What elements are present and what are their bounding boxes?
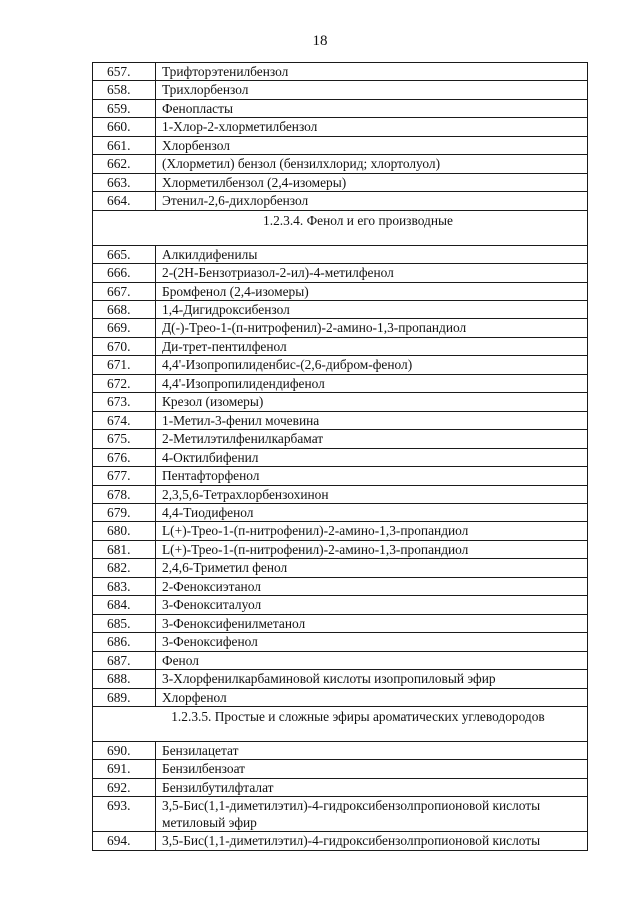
table-row — [93, 173, 588, 191]
substance-name: Хлорфенол — [156, 688, 588, 706]
row-number: 671. — [93, 356, 156, 374]
substance-name: 4,4-Тиодифенол — [156, 503, 588, 521]
row-number: 657. — [93, 63, 156, 81]
table-row — [93, 797, 588, 832]
section-title: 1.2.3.5. Простые и сложные эфиры ароматических углеводородов — [93, 706, 588, 741]
substance-name: 3-Феноксифенол — [156, 633, 588, 651]
table-row — [93, 688, 588, 706]
row-number: 675. — [93, 430, 156, 448]
table-row — [93, 559, 588, 577]
table-row — [93, 136, 588, 154]
table-row — [93, 374, 588, 392]
table-row — [93, 651, 588, 669]
table-row — [93, 540, 588, 558]
row-number: 691. — [93, 760, 156, 778]
row-number: 677. — [93, 467, 156, 485]
table-row — [93, 192, 588, 210]
substance-name: 1,4-Дигидроксибензол — [156, 300, 588, 318]
substance-name: 4,4'-Изопропилиденбис-(2,6-дибром-фенол) — [156, 356, 588, 374]
substance-name: Бромфенол (2,4-изомеры) — [156, 282, 588, 300]
substance-name: Бензилбутилфталат — [156, 778, 588, 796]
table-row — [93, 485, 588, 503]
table-row — [93, 337, 588, 355]
page-number: 18 — [312, 33, 328, 49]
substance-name: 3,5-Бис(1,1-диметилэтил)-4-гидроксибензолпропионовой кислоты — [156, 832, 588, 850]
substance-name: Фенол — [156, 651, 588, 669]
row-number: 663. — [93, 173, 156, 191]
table-row — [93, 832, 588, 850]
substance-name: Бензилбензоат — [156, 760, 588, 778]
table-row — [93, 448, 588, 466]
table-body — [93, 63, 588, 851]
table-row — [93, 633, 588, 651]
row-number: 658. — [93, 81, 156, 99]
substance-name: 4,4'-Изопропилидендифенол — [156, 374, 588, 392]
table-row — [93, 264, 588, 282]
substance-name: 2-Феноксиэтанол — [156, 577, 588, 595]
substance-name: 4-Октилбифенил — [156, 448, 588, 466]
table-row — [93, 522, 588, 540]
substance-name: 2,4,6-Триметил фенол — [156, 559, 588, 577]
substance-name: 1-Хлор-2-хлорметилбензол — [156, 118, 588, 136]
table-row — [93, 670, 588, 688]
table-row — [93, 63, 588, 81]
table-row — [93, 430, 588, 448]
table-row — [93, 300, 588, 318]
row-number: 683. — [93, 577, 156, 595]
substance-name: 3-Фенокситалуол — [156, 596, 588, 614]
substance-name: Этенил-2,6-дихлорбензол — [156, 192, 588, 210]
row-number: 676. — [93, 448, 156, 466]
row-number: 664. — [93, 192, 156, 210]
row-number: 693. — [93, 797, 156, 832]
row-number: 669. — [93, 319, 156, 337]
row-number: 670. — [93, 337, 156, 355]
substance-name: Фенопласты — [156, 99, 588, 117]
table-row — [93, 118, 588, 136]
table-row — [93, 778, 588, 796]
substance-name: (Хлорметил) бензол (бензилхлорид; хлортолуол) — [156, 155, 588, 173]
section-header-row — [93, 210, 588, 245]
table-row — [93, 741, 588, 759]
table-row — [93, 503, 588, 521]
row-number: 689. — [93, 688, 156, 706]
table-row — [93, 319, 588, 337]
row-number: 665. — [93, 245, 156, 263]
table-row — [93, 467, 588, 485]
substance-name: Ди-трет-пентилфенол — [156, 337, 588, 355]
row-number: 659. — [93, 99, 156, 117]
table-row — [93, 614, 588, 632]
row-number: 672. — [93, 374, 156, 392]
table-row — [93, 81, 588, 99]
substance-name: L(+)-Трео-1-(п-нитрофенил)-2-амино-1,3-пропандиол — [156, 522, 588, 540]
substance-name: Бензилацетат — [156, 741, 588, 759]
row-number: 685. — [93, 614, 156, 632]
substance-name: Пентафторфенол — [156, 467, 588, 485]
substance-name: Трихлорбензол — [156, 81, 588, 99]
substance-name: 3-Феноксифенилметанол — [156, 614, 588, 632]
row-number: 667. — [93, 282, 156, 300]
substance-name: 3,5-Бис(1,1-диметилэтил)-4-гидроксибензолпропионовой кислоты метиловый эфир — [156, 797, 588, 832]
table-row — [93, 356, 588, 374]
row-number: 688. — [93, 670, 156, 688]
row-number: 682. — [93, 559, 156, 577]
row-number: 678. — [93, 485, 156, 503]
section-title: 1.2.3.4. Фенол и его производные — [93, 210, 588, 245]
row-number: 687. — [93, 651, 156, 669]
substance-name: L(+)-Трео-1-(п-нитрофенил)-2-амино-1,3-пропандиол — [156, 540, 588, 558]
table-row — [93, 245, 588, 263]
substance-name: 2-(2Н-Бензотриазол-2-ил)-4-метилфенол — [156, 264, 588, 282]
row-number: 674. — [93, 411, 156, 429]
substance-table — [92, 62, 588, 851]
row-number: 680. — [93, 522, 156, 540]
row-number: 666. — [93, 264, 156, 282]
row-number: 690. — [93, 741, 156, 759]
substance-name: Хлорметилбензол (2,4-изомеры) — [156, 173, 588, 191]
substance-name: 2,3,5,6-Тетрахлорбензохинон — [156, 485, 588, 503]
substance-name: 1-Метил-3-фенил мочевина — [156, 411, 588, 429]
substance-name: Трифторэтенилбензол — [156, 63, 588, 81]
table-row — [93, 596, 588, 614]
section-header-row — [93, 706, 588, 741]
substance-name: Крезол (изомеры) — [156, 393, 588, 411]
row-number: 692. — [93, 778, 156, 796]
table-row — [93, 155, 588, 173]
row-number: 668. — [93, 300, 156, 318]
substance-name: Хлорбензол — [156, 136, 588, 154]
substance-name: Д(-)-Трео-1-(п-нитрофенил)-2-амино-1,3-пропандиол — [156, 319, 588, 337]
row-number: 673. — [93, 393, 156, 411]
row-number: 694. — [93, 832, 156, 850]
row-number: 681. — [93, 540, 156, 558]
table-row — [93, 760, 588, 778]
row-number: 679. — [93, 503, 156, 521]
row-number: 660. — [93, 118, 156, 136]
row-number: 661. — [93, 136, 156, 154]
table-row — [93, 577, 588, 595]
table-row — [93, 411, 588, 429]
table-row — [93, 282, 588, 300]
substance-name: 2-Метилэтилфенилкарбамат — [156, 430, 588, 448]
row-number: 662. — [93, 155, 156, 173]
table-row — [93, 99, 588, 117]
substance-name: Алкилдифенилы — [156, 245, 588, 263]
table-row — [93, 393, 588, 411]
row-number: 684. — [93, 596, 156, 614]
row-number: 686. — [93, 633, 156, 651]
substance-name: 3-Хлорфенилкарбаминовой кислоты изопропиловый эфир — [156, 670, 588, 688]
